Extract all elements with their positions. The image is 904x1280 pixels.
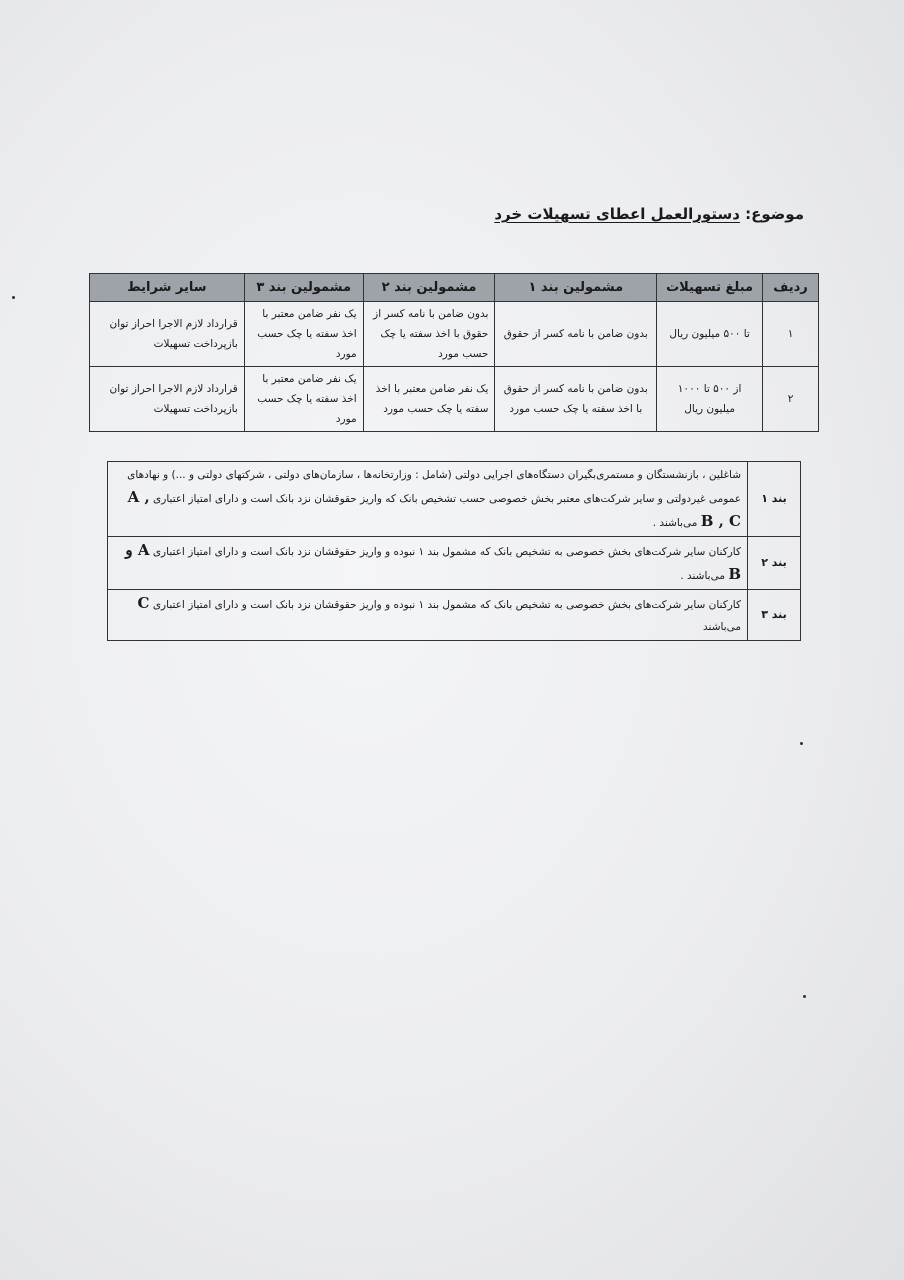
cell-amount: از ۵۰۰ تا ۱۰۰۰ میلیون ریال	[657, 367, 763, 432]
credit-grades: A , B , C	[127, 488, 741, 530]
paper-speck	[803, 995, 806, 998]
table-row	[90, 367, 819, 432]
definition-row	[108, 537, 801, 590]
credit-grades: C	[137, 594, 150, 612]
table-row	[90, 302, 819, 367]
credit-grades: A و B	[125, 541, 741, 583]
definition-text	[108, 537, 748, 590]
header-other: سایر شرایط	[90, 274, 245, 302]
definition-text-end: می‌باشند .	[680, 570, 725, 582]
definition-label: بند ۳	[748, 590, 801, 641]
definition-text-main: کارکنان سایر شرکت‌های بخش خصوصی به تشخیص بانک که مشمول بند ۱ نبوده و واریز حقوقشان نزد بانک است و دارای امتیاز اعتباری	[152, 546, 741, 558]
cell-band2: یک نفر ضامن معتبر با اخذ سفته یا چک حسب مورد	[363, 367, 495, 432]
definition-text	[108, 590, 748, 641]
definitions-table	[107, 461, 801, 641]
table-header-row	[90, 274, 819, 302]
cell-amount: تا ۵۰۰ میلیون ریال	[657, 302, 763, 367]
cell-other: قرارداد لازم الاجرا احراز توان بازپرداخت تسهیلات	[90, 302, 245, 367]
header-band1: مشمولین بند ۱	[495, 274, 657, 302]
definition-text-end: می‌باشند	[703, 621, 741, 633]
definition-text	[108, 462, 748, 537]
paper-speck	[12, 296, 15, 299]
cell-row-number: ۲	[763, 367, 819, 432]
facility-table	[89, 273, 819, 432]
cell-band3: یک نفر ضامن معتبر با اخذ سفته یا چک حسب مورد	[244, 367, 363, 432]
definition-text-main: کارکنان سایر شرکت‌های بخش خصوصی به تشخیص بانک که مشمول بند ۱ نبوده و واریز حقوقشان نزد بانک است و دارای امتیاز اعتباری	[152, 599, 741, 611]
cell-band1: بدون ضامن با نامه کسر از حقوق با اخذ سفته یا چک حسب مورد	[495, 367, 657, 432]
header-amount: مبلغ تسهیلات	[657, 274, 763, 302]
cell-other: قرارداد لازم الاجرا احراز توان بازپرداخت تسهیلات	[90, 367, 245, 432]
definition-label: بند ۱	[748, 462, 801, 537]
cell-band3: یک نفر ضامن معتبر با اخذ سفته یا چک حسب مورد	[244, 302, 363, 367]
subject-label: موضوع:	[745, 205, 804, 223]
subject-value: دستورالعمل اعطای تسهیلات خرد	[494, 205, 740, 223]
header-band2: مشمولین بند ۲	[363, 274, 495, 302]
paper-speck	[800, 742, 803, 745]
cell-row-number: ۱	[763, 302, 819, 367]
definition-text-end: می‌باشند .	[652, 517, 698, 529]
header-band3: مشمولین بند ۳	[244, 274, 363, 302]
definition-text-main: شاغلین ، بازنشستگان و مستمری‌بگیران دستگاه‌های اجرایی دولتی (شامل : وزارتخانه‌ها ، سازمان‌های دولتی ، شرکتهای دولتی و ...) و نهادهای عمومی غیردولتی و سایر شرکت‌های معتبر بخش خصوصی حسب تشخیص بانک که واریز حقوقشان نزد بانک است و دارای امتیاز اعتباری	[127, 469, 741, 505]
cell-band2: بدون ضامن با نامه کسر از حقوق با اخذ سفته یا چک حسب مورد	[363, 302, 495, 367]
cell-band1: بدون ضامن با نامه کسر از حقوق	[495, 302, 657, 367]
header-row-number: ردیف	[763, 274, 819, 302]
definition-row	[108, 590, 801, 641]
definition-label: بند ۲	[748, 537, 801, 590]
subject-line	[494, 205, 804, 223]
definition-row	[108, 462, 801, 537]
